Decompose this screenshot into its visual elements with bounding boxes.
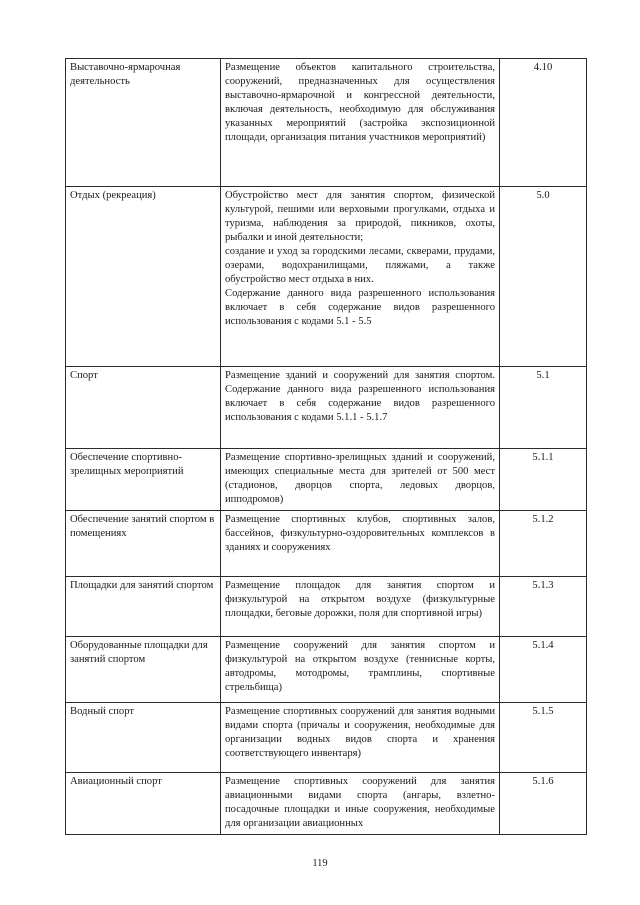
use-type-code: 5.0 xyxy=(500,187,587,367)
table-row xyxy=(66,59,587,187)
description-paragraph: Размещение спортивных клубов, спортивных залов, бассейнов, физкультурно-оздоровительных комплексов в зданиях и сооружениях xyxy=(225,514,495,553)
description-paragraph: Обустройство мест для занятия спортом, физической культурой, пешими или верховыми прогулками, отдыха и туризма, наблюдения за природой, пикников, охоты, рыбалки и иной деятельности; xyxy=(225,190,495,243)
use-type-code: 5.1.6 xyxy=(500,773,587,835)
use-type-name: Выставочно-ярмарочная деятельность xyxy=(66,59,221,187)
use-type-name: Обеспечение занятий спортом в помещениях xyxy=(66,511,221,577)
use-type-description xyxy=(221,367,500,449)
table-row xyxy=(66,449,587,511)
use-type-name: Отдых (рекреация) xyxy=(66,187,221,367)
use-type-description xyxy=(221,577,500,637)
use-type-description xyxy=(221,773,500,835)
use-type-name: Оборудованные площадки для занятий спортом xyxy=(66,637,221,703)
use-type-description xyxy=(221,449,500,511)
description-paragraph: Размещение зданий и сооружений для занятия спортом. Содержание данного вида разрешенного использования включает в себя содержание видов разрешенного использования с кодами 5.1.1 - 5.1.7 xyxy=(225,370,495,423)
use-type-description xyxy=(221,511,500,577)
table-row xyxy=(66,187,587,367)
use-type-code: 4.10 xyxy=(500,59,587,187)
land-use-table xyxy=(65,58,587,835)
table-row xyxy=(66,367,587,449)
use-type-description xyxy=(221,187,500,367)
description-paragraph: создание и уход за городскими лесами, скверами, прудами, озерами, водохранилищами, пляжами, а также обустройство мест отдыха в них. xyxy=(225,245,495,285)
description-paragraph: Размещение спортивных сооружений для занятия водными видами спорта (причалы и сооружения, необходимые для организации водных видов спорта и хранения соответствующего инвентаря) xyxy=(225,706,495,759)
description-paragraph: Содержание данного вида разрешенного использования включает в себя содержание видов разрешенного использования с кодами 5.1 - 5.5 xyxy=(225,287,495,327)
description-paragraph: Размещение объектов капитального строительства, сооружений, предназначенных для осуществления выставочно-ярмарочной и конгрессной деятельности, включая деятельность, необходимую для обслуживания указанных мероприятий (застройка экспозиционной площади, организация питания участников мероприятий) xyxy=(225,62,495,143)
page-number: 119 xyxy=(312,858,328,869)
description-paragraph: Размещение площадок для занятия спортом и физкультурой на открытом воздухе (физкультурные площадки, беговые дорожки, поля для спортивной игры) xyxy=(225,580,495,619)
use-type-name: Водный спорт xyxy=(66,703,221,773)
table-row xyxy=(66,511,587,577)
table-row xyxy=(66,703,587,773)
description-paragraph: Размещение сооружений для занятия спортом и физкультурой на открытом воздухе (теннисные корты, автодромы, мотодромы, трамплины, спортивные стрельбища) xyxy=(225,640,495,693)
table-body xyxy=(66,59,587,835)
use-type-name: Авиационный спорт xyxy=(66,773,221,835)
use-type-code: 5.1.5 xyxy=(500,703,587,773)
table-row xyxy=(66,577,587,637)
use-type-description xyxy=(221,637,500,703)
use-type-name: Спорт xyxy=(66,367,221,449)
use-type-name: Площадки для занятий спортом xyxy=(66,577,221,637)
description-paragraph: Размещение спортивно-зрелищных зданий и сооружений, имеющих специальные места для зрителей от 500 мест (стадионов, дворцов спорта, ледовых дворцов, ипподромов) xyxy=(225,452,495,505)
use-type-code: 5.1.3 xyxy=(500,577,587,637)
use-type-description xyxy=(221,703,500,773)
table-row xyxy=(66,773,587,835)
table-row xyxy=(66,637,587,703)
use-type-code: 5.1.4 xyxy=(500,637,587,703)
use-type-description xyxy=(221,59,500,187)
description-paragraph: Размещение спортивных сооружений для занятия авиационными видами спорта (ангары, взлетно-посадочные площадки и иные сооружения, необходимые для организации авиационных xyxy=(225,776,495,829)
use-type-code: 5.1 xyxy=(500,367,587,449)
use-type-name: Обеспечение спортивно-зрелищных мероприятий xyxy=(66,449,221,511)
use-type-code: 5.1.1 xyxy=(500,449,587,511)
use-type-code: 5.1.2 xyxy=(500,511,587,577)
